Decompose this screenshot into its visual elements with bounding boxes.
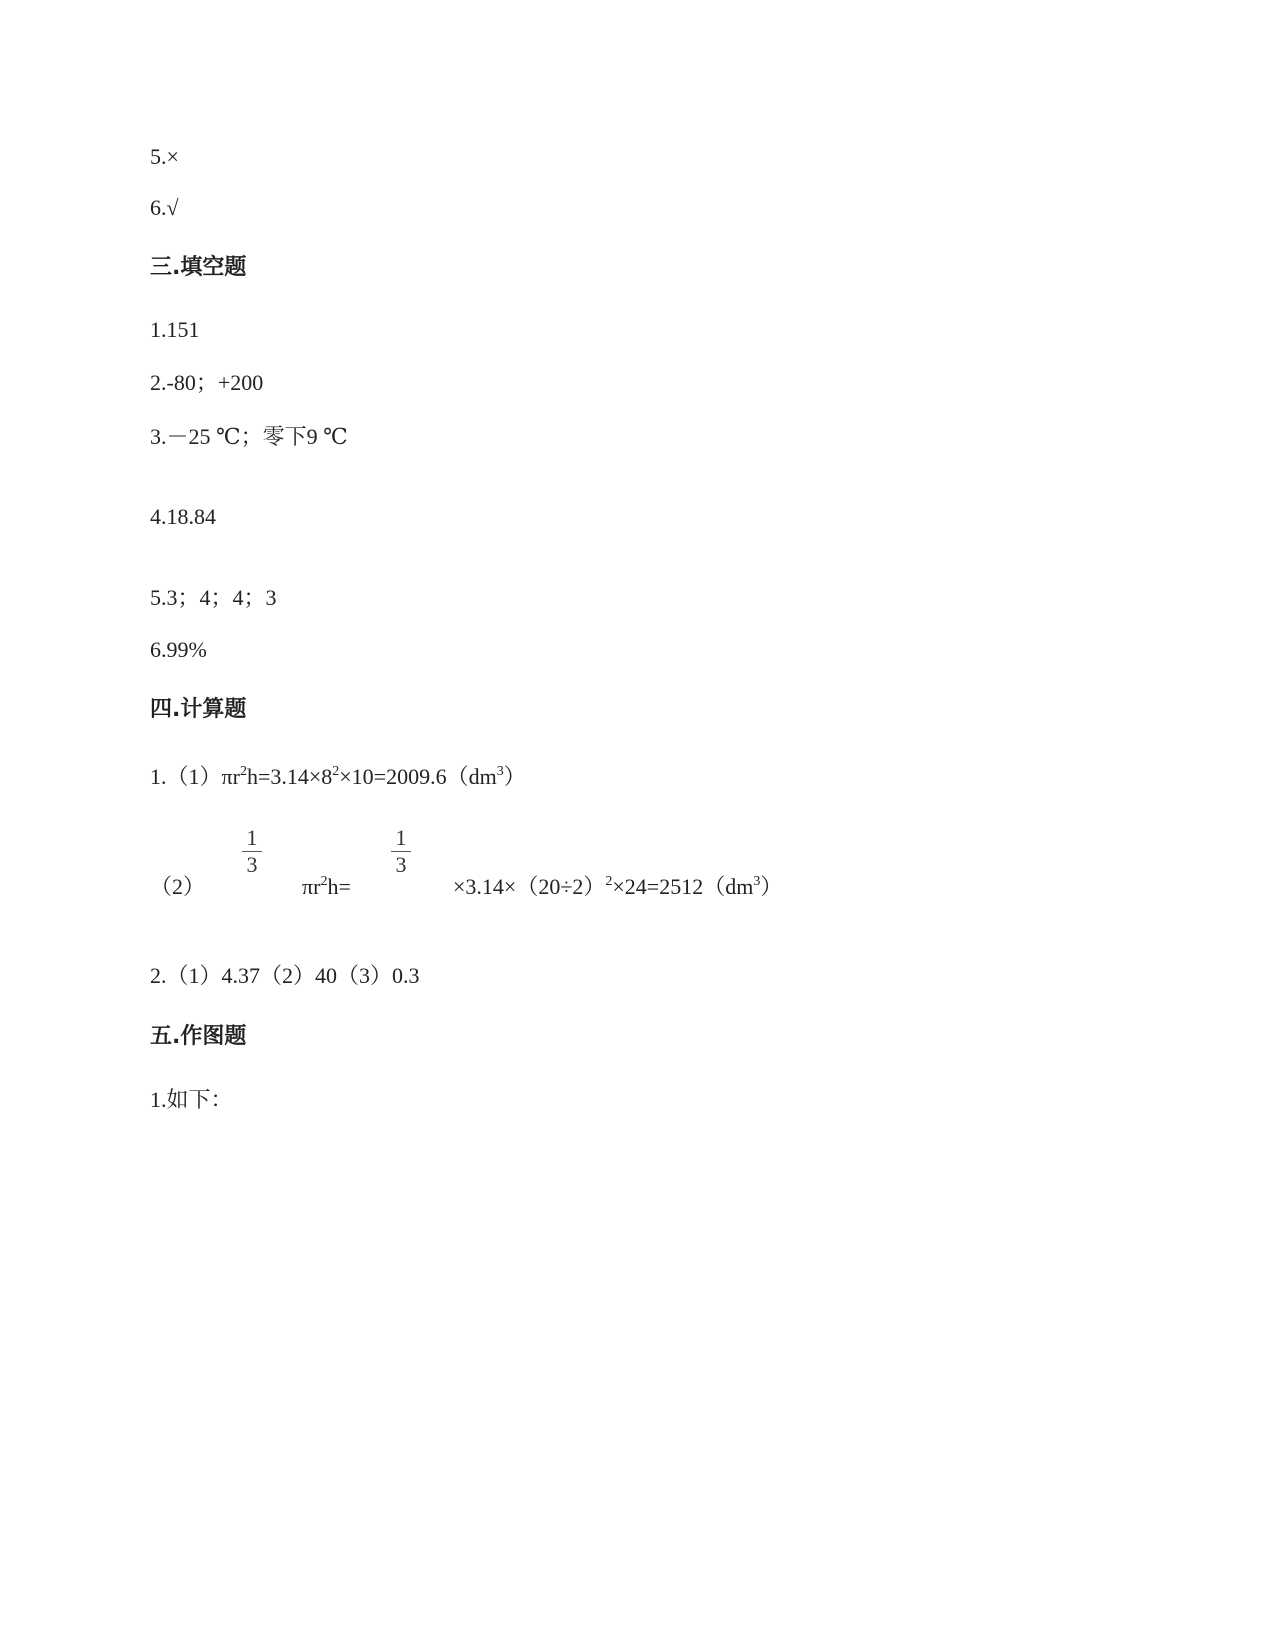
calc2-expr: ×3.14×（20÷2） <box>453 874 606 899</box>
answer-judgment-6: 6.√ <box>150 195 179 220</box>
calc2-label: （2） <box>150 874 206 899</box>
calc1-sup-1: 2 <box>239 764 247 779</box>
answer-fill-6: 6.99% <box>150 637 207 662</box>
fraction-one-third-b <box>389 826 413 877</box>
answer-calc-2: 2.（1）4.37（2）40（3）0.3 <box>150 963 420 988</box>
calc1-sup-3: 3 <box>496 764 504 779</box>
calc1-end: ） <box>503 764 526 789</box>
calc1-mid: h=3.14×8 <box>246 764 333 789</box>
calc1-sup-2: 2 <box>332 764 340 779</box>
section-heading-drawing: 五.作图题 <box>150 1024 247 1049</box>
answer-fill-5: 5.3；4；4；3 <box>150 585 277 610</box>
answer-judgment-5: 5.× <box>150 144 179 169</box>
answer-fill-3: 3.－25 ℃；零下9 ℃ <box>150 424 348 449</box>
calc2-sup-2: 2 <box>605 874 613 889</box>
calc1-rest: ×10=2009.6（dm <box>339 764 497 789</box>
fraction-b-numerator: 1 <box>395 825 407 850</box>
calc2-pi-r-squared-h <box>302 873 351 901</box>
calc2-sup-1: 2 <box>320 874 328 889</box>
calc1-prefix: 1.（1）πr <box>150 764 240 789</box>
calc2-pi-r: πr <box>302 874 321 899</box>
calc2-end: ） <box>760 874 783 899</box>
answer-calc-1-part-1 <box>150 763 526 791</box>
answer-fill-2: 2.-80；+200 <box>150 370 264 395</box>
fraction-b-denominator: 3 <box>395 852 407 877</box>
calc2-expr2: ×24=2512（dm <box>612 874 754 899</box>
answer-drawing-1: 1.如下： <box>150 1087 233 1112</box>
fraction-a-denominator: 3 <box>246 852 258 877</box>
section-heading-calculation: 四.计算题 <box>150 697 247 722</box>
fraction-a-numerator: 1 <box>246 825 258 850</box>
calc2-expression <box>453 873 782 901</box>
section-heading-fill-blank: 三.填空题 <box>150 255 247 280</box>
calc2-sup-3: 3 <box>753 874 761 889</box>
calc2-h-eq: h= <box>327 874 351 899</box>
fraction-one-third-a <box>240 826 264 877</box>
answer-fill-4: 4.18.84 <box>150 504 216 529</box>
answer-fill-1: 1.151 <box>150 317 200 342</box>
